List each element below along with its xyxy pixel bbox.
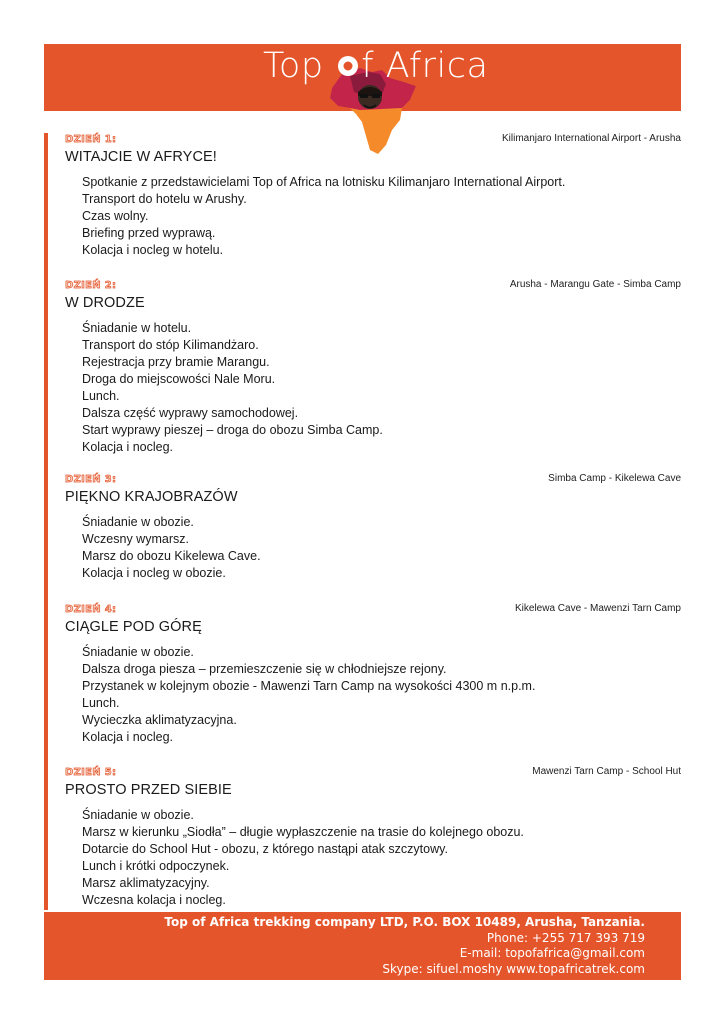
- day-title: PIĘKNO KRAJOBRAZÓW: [65, 489, 238, 505]
- activity-item: Śniadanie w hotelu.: [82, 321, 192, 335]
- day-activity-list: [82, 514, 681, 582]
- footer-skype: Skype: sifuel.moshy www.topafricatrek.com: [382, 961, 645, 976]
- activity-item: Wczesna kolacja i nocleg.: [82, 893, 226, 907]
- activity-item: Briefing przed wyprawą.: [82, 226, 216, 240]
- left-accent-bar: [44, 133, 48, 910]
- activity-item: Śniadanie w obozie.: [82, 808, 194, 822]
- day-section-5: [65, 766, 681, 909]
- footer-company: Top of Africa trekking company LTD, P.O. BOX 10489, Arusha, Tanzania.: [164, 915, 645, 929]
- day-route: Kikelewa Cave - Mawenzi Tarn Camp: [515, 603, 681, 614]
- day-activity-list: [82, 644, 681, 746]
- day-activity-list: [82, 320, 681, 456]
- activity-item: Droga do miejscowości Nale Moru.: [82, 372, 276, 386]
- day-label: DZIEŃ 4:: [65, 604, 117, 615]
- day-title: CIĄGLE POD GÓRĘ: [65, 619, 202, 635]
- activity-item: Marsz do obozu Kikelewa Cave.: [82, 549, 261, 563]
- day-label: DZIEŃ 5:: [65, 767, 117, 778]
- footer-phone: Phone: +255 717 393 719: [486, 930, 645, 945]
- activity-item: Śniadanie w obozie.: [82, 645, 194, 659]
- activity-item: Kolacja i nocleg.: [82, 440, 174, 454]
- activity-item: Transport do hotelu w Arushy.: [82, 192, 247, 206]
- day-activity-list: [82, 807, 681, 909]
- activity-item: Kolacja i nocleg.: [82, 730, 174, 744]
- day-route: Arusha - Marangu Gate - Simba Camp: [509, 279, 681, 290]
- day-section-4: [65, 603, 681, 746]
- brand-title-part2: f Africa: [361, 46, 489, 86]
- day-route: Mawenzi Tarn Camp - School Hut: [532, 766, 681, 777]
- activity-item: Marsz w kierunku „Siodła” – długie wypłaszczenie na trasie do kolejnego obozu.: [82, 825, 524, 839]
- activity-item: Spotkanie z przedstawicielami Top of Africa na lotnisku Kilimanjaro International Airport.: [82, 175, 566, 189]
- activity-item: Dalsza część wyprawy samochodowej.: [82, 406, 299, 420]
- activity-item: Czas wolny.: [82, 209, 149, 223]
- brand-o-icon: [335, 46, 361, 86]
- activity-item: Wycieczka aklimatyzacyjna.: [82, 713, 237, 727]
- brand-title: [263, 46, 488, 86]
- day-activity-list: [82, 174, 681, 259]
- activity-item: Kolacja i nocleg w obozie.: [82, 566, 226, 580]
- day-label: DZIEŃ 2:: [65, 280, 117, 291]
- day-title: WITAJCIE W AFRYCE!: [65, 149, 217, 165]
- activity-item: Wczesny wymarsz.: [82, 532, 189, 546]
- day-route: Simba Camp - Kikelewa Cave: [548, 473, 681, 484]
- day-route: Kilimanjaro International Airport - Arusha: [502, 133, 681, 144]
- day-title: PROSTO PRZED SIEBIE: [65, 782, 232, 798]
- activity-item: Przystanek w kolejnym obozie - Mawenzi Tarn Camp na wysokości 4300 m n.p.m.: [82, 679, 536, 693]
- activity-item: Marsz aklimatyzacyjny.: [82, 876, 210, 890]
- activity-item: Lunch.: [82, 696, 120, 710]
- activity-item: Dotarcie do School Hut - obozu, z którego nastąpi atak szczytowy.: [82, 842, 448, 856]
- footer-email: E-mail: topofafrica@gmail.com: [459, 946, 645, 960]
- day-section-1: [65, 133, 681, 259]
- day-section-3: [65, 473, 681, 582]
- footer-banner: [44, 912, 681, 980]
- activity-item: Start wyprawy pieszej – droga do obozu Simba Camp.: [82, 423, 383, 437]
- activity-item: Śniadanie w obozie.: [82, 515, 194, 529]
- brand-title-part1: Top: [263, 46, 336, 86]
- day-section-2: [65, 279, 681, 456]
- day-label: DZIEŃ 3:: [65, 474, 117, 485]
- day-title: W DRODZE: [65, 295, 145, 311]
- activity-item: Kolacja i nocleg w hotelu.: [82, 243, 224, 257]
- activity-item: Transport do stóp Kilimandżaro.: [82, 338, 259, 352]
- activity-item: Lunch i krótki odpoczynek.: [82, 859, 230, 873]
- activity-item: Lunch.: [82, 389, 120, 403]
- activity-item: Dalsza droga piesza – przemieszczenie się w chłodniejsze rejony.: [82, 662, 447, 676]
- day-label: DZIEŃ 1:: [65, 134, 117, 145]
- footer-contact: [164, 915, 645, 977]
- activity-item: Rejestracja przy bramie Marangu.: [82, 355, 270, 369]
